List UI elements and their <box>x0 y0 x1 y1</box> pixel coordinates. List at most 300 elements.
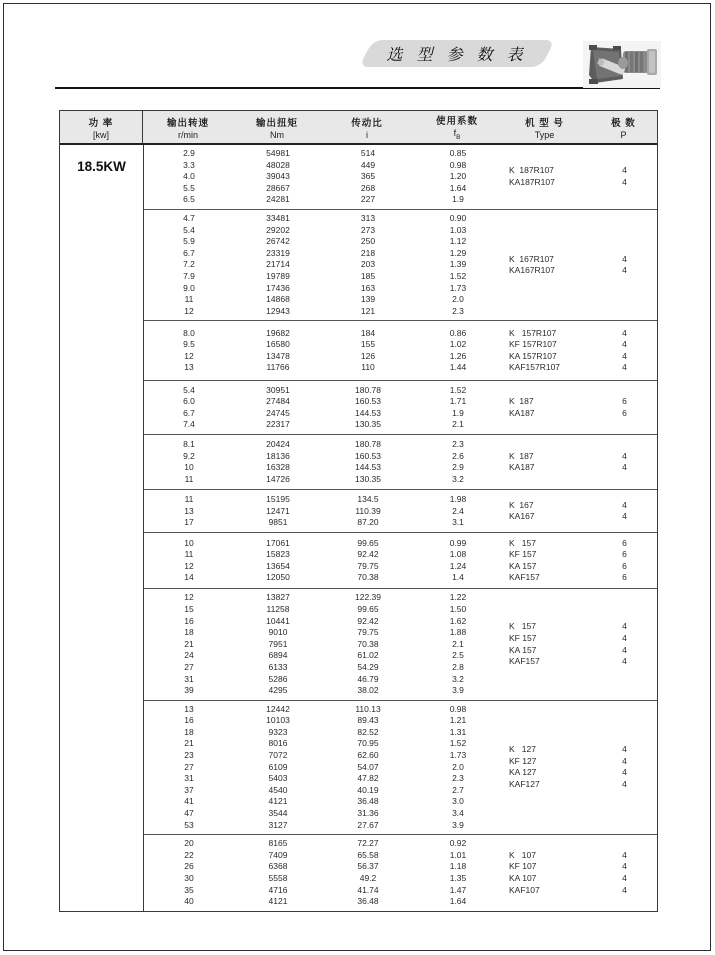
column-header-unit-sub: B <box>456 133 461 141</box>
value-cell: 61.02 <box>357 650 379 661</box>
poles-cell: 4 <box>622 849 627 860</box>
model-type-cell: K 157 <box>509 537 536 548</box>
poles-cell: 4 <box>622 767 627 778</box>
column-header-unit: $f_B$ <box>453 128 461 141</box>
value-cell: 9010 <box>268 627 288 638</box>
value-cell: 5.9 <box>183 236 195 247</box>
value-cell: 18136 <box>266 450 290 461</box>
speed-column <box>144 438 234 486</box>
torque-column <box>234 324 322 377</box>
value-cell: 3.3 <box>183 159 195 170</box>
value-cell: 121 <box>360 305 376 316</box>
poles-column <box>589 213 660 317</box>
service-factor-column <box>414 838 502 908</box>
value-cell: 14726 <box>266 473 290 484</box>
value-cell: 16328 <box>266 462 290 473</box>
value-cell: 203 <box>360 259 376 270</box>
value-cell: 6368 <box>268 861 288 872</box>
model-type-cell: K 187 <box>509 450 534 461</box>
poles-cell: 6 <box>622 572 627 583</box>
value-cell: 28667 <box>266 182 290 193</box>
value-cell: 2.8 <box>452 661 464 672</box>
poles-cell: 6 <box>622 549 627 560</box>
value-cell: 7409 <box>268 849 288 860</box>
value-cell: 14 <box>184 572 194 583</box>
value-cell: 13827 <box>266 592 290 603</box>
value-cell: 8016 <box>268 738 288 749</box>
value-cell: 79.75 <box>357 627 379 638</box>
value-cell: 16 <box>184 715 194 726</box>
value-cell: 41 <box>184 796 194 807</box>
torque-column <box>234 148 322 206</box>
value-cell: 13 <box>184 703 194 714</box>
value-cell: 18 <box>184 627 194 638</box>
poles-cell: 4 <box>622 744 627 755</box>
value-cell: 227 <box>360 194 376 205</box>
poles-column <box>589 148 660 206</box>
value-cell: 4540 <box>268 784 288 795</box>
value-cell: 8.0 <box>183 327 195 338</box>
column-header-label: 机 型 号 <box>525 117 564 129</box>
value-cell: 1.18 <box>449 861 467 872</box>
value-cell: 36.48 <box>357 896 379 907</box>
value-cell: 160.53 <box>355 396 381 407</box>
value-cell: 110.13 <box>355 703 381 714</box>
value-cell: 29202 <box>266 224 290 235</box>
value-cell: 514 <box>360 148 376 159</box>
torque-column <box>234 438 322 486</box>
value-cell: 23 <box>184 750 194 761</box>
value-cell: 14868 <box>266 294 290 305</box>
poles-cell: 4 <box>622 265 627 276</box>
value-cell: 0.92 <box>449 838 467 849</box>
poles-cell: 6 <box>622 396 627 407</box>
title-underline <box>55 87 660 89</box>
value-cell: 22317 <box>266 419 290 430</box>
value-cell: 1.21 <box>449 715 467 726</box>
model-type-cell: KA 157R107 <box>509 350 557 361</box>
selection-parameter-table <box>59 110 658 912</box>
model-type-cell: KAF127 <box>509 779 540 790</box>
value-cell: 1.22 <box>449 592 467 603</box>
value-cell: 130.35 <box>355 419 381 430</box>
value-cell: 1.64 <box>449 182 467 193</box>
model-type-cell: KA 157 <box>509 560 537 571</box>
service-factor-column <box>414 148 502 206</box>
value-cell: 8.1 <box>183 439 195 450</box>
column-header-1 <box>143 111 233 143</box>
value-cell: 1.88 <box>449 627 467 638</box>
table-header <box>60 111 657 145</box>
value-cell: 27 <box>184 761 194 772</box>
poles-cell: 4 <box>622 511 627 522</box>
ratio-column <box>322 213 414 317</box>
value-cell: 0.98 <box>449 703 467 714</box>
poles-column <box>589 438 660 486</box>
value-cell: 218 <box>360 247 376 258</box>
service-factor-column <box>414 213 502 317</box>
value-cell: 65.58 <box>357 849 379 860</box>
column-header-unit: i <box>366 129 368 140</box>
poles-cell: 4 <box>622 779 627 790</box>
model-type-cell: KF 127 <box>509 755 537 766</box>
column-header-5 <box>501 111 588 143</box>
value-cell: 79.75 <box>357 560 379 571</box>
value-cell: 1.64 <box>449 896 467 907</box>
value-cell: 36.48 <box>357 796 379 807</box>
model-type-cell: KA167 <box>509 511 535 522</box>
model-type-cell: KAF157 <box>509 656 540 667</box>
model-type-cell: K 157 <box>509 621 536 632</box>
value-cell: 10441 <box>266 615 290 626</box>
column-header-unit: Nm <box>270 129 284 140</box>
poles-cell: 6 <box>622 560 627 571</box>
value-cell: 22 <box>184 849 194 860</box>
model-type-cell: K 187R107 <box>509 165 554 176</box>
table-block <box>144 209 657 320</box>
poles-column <box>589 384 660 431</box>
value-cell: 8165 <box>268 838 288 849</box>
value-cell: 46.79 <box>357 673 379 684</box>
value-cell: 268 <box>360 182 376 193</box>
value-cell: 82.52 <box>357 726 379 737</box>
speed-column <box>144 536 234 585</box>
value-cell: 27 <box>184 661 194 672</box>
value-cell: 39 <box>184 685 194 696</box>
value-cell: 365 <box>360 171 376 182</box>
value-cell: 9323 <box>268 726 288 737</box>
poles-cell: 4 <box>622 339 627 350</box>
value-cell: 12943 <box>266 305 290 316</box>
value-cell: 1.47 <box>449 884 467 895</box>
value-cell: 1.73 <box>449 282 467 293</box>
value-cell: 6.0 <box>183 396 195 407</box>
value-cell: 144.53 <box>355 407 381 418</box>
value-cell: 2.7 <box>452 784 464 795</box>
value-cell: 5286 <box>268 673 288 684</box>
poles-cell: 4 <box>622 755 627 766</box>
value-cell: 1.52 <box>449 270 467 281</box>
value-cell: 126 <box>360 350 376 361</box>
table-block <box>144 145 657 209</box>
page-title-banner <box>366 40 548 67</box>
value-cell: 144.53 <box>355 462 381 473</box>
value-cell: 313 <box>360 213 376 223</box>
poles-cell: 4 <box>622 499 627 510</box>
speed-column <box>144 838 234 908</box>
value-cell: 10 <box>184 462 194 473</box>
speed-column <box>144 592 234 696</box>
service-factor-column <box>414 592 502 696</box>
value-cell: 54981 <box>266 148 290 159</box>
value-cell: 160.53 <box>355 450 381 461</box>
value-cell: 40 <box>184 896 194 907</box>
value-cell: 449 <box>360 159 376 170</box>
value-cell: 54.29 <box>357 661 379 672</box>
ratio-column <box>322 704 414 832</box>
value-cell: 6109 <box>268 761 288 772</box>
value-cell: 1.52 <box>449 738 467 749</box>
value-cell: 62.60 <box>357 750 379 761</box>
value-cell: 6.5 <box>183 194 195 205</box>
value-cell: 17436 <box>266 282 290 293</box>
value-cell: 9.0 <box>183 282 195 293</box>
value-cell: 3.0 <box>452 796 464 807</box>
value-cell: 1.98 <box>449 493 467 504</box>
value-cell: 155 <box>360 339 376 350</box>
value-cell: 2.3 <box>452 305 464 316</box>
column-header-unit: P <box>620 129 627 140</box>
model-type-cell: K 167R107 <box>509 253 554 264</box>
model-type-cell: K 127 <box>509 744 536 755</box>
value-cell: 26 <box>184 861 194 872</box>
value-cell: 4121 <box>268 796 288 807</box>
value-cell: 17061 <box>266 537 290 548</box>
column-header-label: 传动比 <box>351 117 383 129</box>
column-header-label: 输出扭矩 <box>255 117 298 129</box>
value-cell: 2.9 <box>183 148 195 159</box>
value-cell: 12050 <box>266 572 290 583</box>
table-block <box>144 532 657 588</box>
value-cell: 0.86 <box>449 327 467 338</box>
poles-cell: 4 <box>622 462 627 473</box>
model-type-column <box>502 148 589 206</box>
value-cell: 54.07 <box>357 761 379 772</box>
page-title: 选 型 参 数 表 <box>386 47 528 64</box>
value-cell: 70.38 <box>357 572 379 583</box>
value-cell: 4121 <box>268 896 288 907</box>
ratio-column <box>322 438 414 486</box>
power-value: 18.5KW <box>77 159 126 174</box>
value-cell: 2.6 <box>452 450 464 461</box>
value-cell: 12 <box>184 592 194 603</box>
value-cell: 2.4 <box>452 505 464 516</box>
torque-column <box>234 838 322 908</box>
poles-cell: 4 <box>622 632 627 643</box>
torque-column <box>234 704 322 832</box>
poles-cell: 4 <box>622 656 627 667</box>
value-cell: 26742 <box>266 236 290 247</box>
value-cell: 2.1 <box>452 638 464 649</box>
column-header-label: 极 数 <box>611 117 636 129</box>
model-type-column <box>502 838 589 908</box>
column-header-4 <box>413 111 501 143</box>
column-header-unit: r/min <box>178 129 198 140</box>
value-cell: 9.5 <box>183 339 195 350</box>
poles-cell: 4 <box>622 450 627 461</box>
model-type-column <box>502 592 589 696</box>
poles-cell: 6 <box>622 537 627 548</box>
value-cell: 1.9 <box>452 407 464 418</box>
value-cell: 3.1 <box>452 517 464 528</box>
model-type-column <box>502 536 589 585</box>
poles-cell: 4 <box>622 165 627 176</box>
power-column-divider <box>143 145 144 911</box>
value-cell: 3127 <box>268 819 288 830</box>
value-cell: 24281 <box>266 194 290 205</box>
value-cell: 31 <box>184 773 194 784</box>
value-cell: 27484 <box>266 396 290 407</box>
value-cell: 1.39 <box>449 259 467 270</box>
value-cell: 72.27 <box>357 838 379 849</box>
poles-column <box>589 592 660 696</box>
value-cell: 1.71 <box>449 396 467 407</box>
value-cell: 15195 <box>266 493 290 504</box>
value-cell: 11 <box>184 493 194 504</box>
value-cell: 11258 <box>266 603 290 614</box>
model-type-column <box>502 384 589 431</box>
value-cell: 6.7 <box>183 247 195 258</box>
model-type-cell: KA 107 <box>509 873 537 883</box>
value-cell: 41.74 <box>357 884 379 895</box>
value-cell: 11 <box>184 549 194 560</box>
value-cell: 180.78 <box>355 439 381 450</box>
speed-column <box>144 493 234 529</box>
table-block <box>144 588 657 699</box>
value-cell: 7951 <box>268 638 288 649</box>
value-cell: 89.43 <box>357 715 379 726</box>
value-cell: 24 <box>184 650 194 661</box>
value-cell: 3544 <box>268 808 288 819</box>
value-cell: 1.73 <box>449 750 467 761</box>
value-cell: 1.24 <box>449 560 467 571</box>
value-cell: 40.19 <box>357 784 379 795</box>
value-cell: 1.62 <box>449 615 467 626</box>
value-cell: 24745 <box>266 407 290 418</box>
value-cell: 12 <box>184 350 194 361</box>
model-type-cell: KA 127 <box>509 767 537 778</box>
value-cell: 7.2 <box>183 259 195 270</box>
value-cell: 11 <box>184 473 194 484</box>
torque-column <box>234 384 322 431</box>
poles-cell: 4 <box>622 350 627 361</box>
table-block <box>144 700 657 835</box>
value-cell: 9.2 <box>183 450 195 461</box>
value-cell: 15823 <box>266 549 290 560</box>
poles-column <box>589 536 660 585</box>
value-cell: 70.38 <box>357 638 379 649</box>
column-header-2 <box>233 111 321 143</box>
poles-cell: 4 <box>622 861 627 872</box>
gear-motor-photo-icon <box>583 41 661 88</box>
poles-cell: 4 <box>622 621 627 632</box>
value-cell: 33481 <box>266 213 290 223</box>
torque-column <box>234 592 322 696</box>
poles-column <box>589 838 660 908</box>
value-cell: 1.52 <box>449 384 467 395</box>
value-cell: 21 <box>184 638 194 649</box>
poles-cell: 4 <box>622 884 627 895</box>
value-cell: 10103 <box>266 715 290 726</box>
poles-column <box>589 704 660 832</box>
value-cell: 21714 <box>266 259 290 270</box>
table-block <box>144 434 657 489</box>
value-cell: 273 <box>360 224 376 235</box>
value-cell: 0.90 <box>449 213 467 223</box>
value-cell: 48028 <box>266 159 290 170</box>
value-cell: 16 <box>184 615 194 626</box>
value-cell: 5558 <box>268 873 288 883</box>
value-cell: 1.20 <box>449 171 467 182</box>
value-cell: 53 <box>184 819 194 830</box>
value-cell: 0.99 <box>449 537 467 548</box>
value-cell: 110.39 <box>355 505 381 516</box>
service-factor-column <box>414 384 502 431</box>
value-cell: 27.67 <box>357 819 379 830</box>
value-cell: 1.03 <box>449 224 467 235</box>
speed-column <box>144 324 234 377</box>
value-cell: 163 <box>360 282 376 293</box>
value-cell: 20 <box>184 838 194 849</box>
value-cell: 10 <box>184 537 194 548</box>
model-type-column <box>502 493 589 529</box>
value-cell: 35 <box>184 884 194 895</box>
table-block <box>144 380 657 434</box>
poles-cell: 4 <box>622 177 627 187</box>
ratio-column <box>322 324 414 377</box>
table-block <box>144 320 657 380</box>
value-cell: 1.4 <box>452 572 464 583</box>
speed-column <box>144 704 234 832</box>
value-cell: 13 <box>184 362 194 373</box>
value-cell: 31.36 <box>357 808 379 819</box>
ratio-column <box>322 536 414 585</box>
value-cell: 56.37 <box>357 861 379 872</box>
value-cell: 47.82 <box>357 773 379 784</box>
value-cell: 13478 <box>266 350 290 361</box>
value-cell: 7072 <box>268 750 288 761</box>
model-type-column <box>502 438 589 486</box>
value-cell: 1.12 <box>449 236 467 247</box>
service-factor-column <box>414 493 502 529</box>
value-cell: 250 <box>360 236 376 247</box>
value-cell: 1.02 <box>449 339 467 350</box>
value-cell: 16580 <box>266 339 290 350</box>
value-cell: 0.98 <box>449 159 467 170</box>
poles-cell: 4 <box>622 644 627 655</box>
value-cell: 184 <box>360 327 376 338</box>
column-header-6 <box>588 111 659 143</box>
value-cell: 12471 <box>266 505 290 516</box>
value-cell: 12 <box>184 560 194 571</box>
value-cell: 99.65 <box>357 603 379 614</box>
value-cell: 17 <box>184 517 194 528</box>
value-cell: 4716 <box>268 884 288 895</box>
model-type-cell: KF 157R107 <box>509 339 557 350</box>
value-cell: 30951 <box>266 384 290 395</box>
value-cell: 1.08 <box>449 549 467 560</box>
column-header-label: 功 率 <box>88 117 114 129</box>
value-cell: 122.39 <box>355 592 381 603</box>
value-cell: 87.20 <box>357 517 379 528</box>
value-cell: 92.42 <box>357 615 379 626</box>
value-cell: 1.31 <box>449 726 467 737</box>
value-cell: 23319 <box>266 247 290 258</box>
model-type-cell: KA187 <box>509 462 535 473</box>
value-cell: 3.9 <box>452 685 464 696</box>
model-type-cell: KA187 <box>509 407 535 418</box>
column-header-unit: Type <box>534 129 555 140</box>
value-cell: 18 <box>184 726 194 737</box>
value-cell: 99.65 <box>357 537 379 548</box>
value-cell: 139 <box>360 294 376 305</box>
value-cell: 5403 <box>268 773 288 784</box>
value-cell: 12442 <box>266 703 290 714</box>
model-type-cell: KA 157 <box>509 644 537 655</box>
torque-column <box>234 536 322 585</box>
value-cell: 13654 <box>266 560 290 571</box>
column-header-label: 使用系数 <box>435 116 478 128</box>
